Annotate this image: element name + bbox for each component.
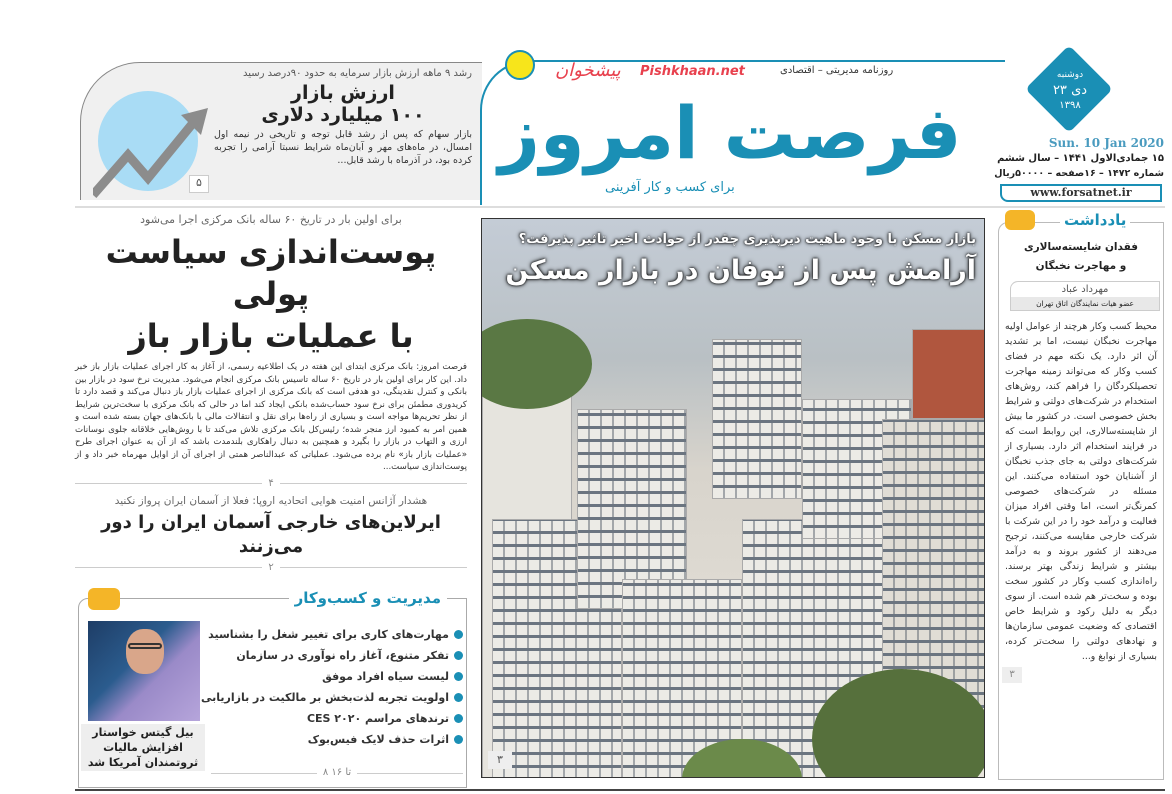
- lead-headline[interactable]: [75, 231, 467, 357]
- bill-gates-photo: [88, 621, 200, 721]
- housing-market-photo[interactable]: [481, 218, 985, 778]
- market-headline-line-1: ارزش بازار: [291, 82, 395, 104]
- note-section-title: یادداشت: [1060, 211, 1130, 229]
- date-badge-text: [1030, 68, 1110, 113]
- list-item-label: اولویت تجربه لذت‌بخش بر مالکیت در بازاریابی: [200, 691, 449, 704]
- photo-headline[interactable]: آرامش پس از توفان در بازار مسکن: [505, 255, 976, 286]
- list-item[interactable]: [207, 729, 463, 750]
- divider: [75, 789, 1165, 791]
- photo-kicker: بازار مسکن با وجود ماهیت دیرپذیری چقدر از حوادث اخیر تاثیر پذیرفت؟: [518, 232, 976, 247]
- market-headline: [214, 82, 472, 126]
- tagline-top: روزنامه مدیریتی – اقتصادی: [780, 65, 894, 76]
- list-item[interactable]: [207, 645, 463, 666]
- bullet-icon: [454, 630, 463, 639]
- list-item-label: ترندهای مراسم CES ۲۰۲۰: [306, 712, 449, 725]
- sun-logo-icon: [505, 50, 535, 80]
- lead-headline-line-2: با عملیات بازار باز: [128, 317, 414, 355]
- bullet-icon: [454, 651, 463, 660]
- bullet-icon: [454, 672, 463, 681]
- photo-caption[interactable]: بیل گیتس خواستار افزایش مالیات ثروتمندان آمریکا شد: [81, 724, 205, 771]
- list-item-label: اثرات حذف لایک فیس‌بوک: [307, 733, 449, 746]
- airline-headline[interactable]: ایرلاین‌های خارجی آسمان ایران را دور می‌زنند: [101, 511, 441, 557]
- page-reference[interactable]: ۳: [1002, 667, 1022, 683]
- lead-body: فرصت امروز: بانک مرکزی ابتدای این هفته در یک اطلاعیه رسمی، از آغاز به کار اجرای عملیات بازار باز خبر داد. این کار برای اولین بار در تاریخ ۶۰ ساله تاسیس بانک مرکزی انجام می‌شود. مدیریت نرخ سود در بازار بین بانکی و کنترل نقدینگی، دو هدفی است که بانک مرکزی از اجرای عملیات بازار باز دنبال می‌کند و قصد دارد تا کریدوری مطمئن برای نرخ سود حساب‌شده بانکی ایجاد کند اما در حالی که بانک مرکزی با سخت‌ترین شرایط از نظر تحریم‌ها مواجه است و بسیاری از راه‌ها برای نقل و انتقالات مالی با بانک‌های جهان بسته شده است و همین امر به کمبود ارز منجر شده؛ رئیس‌کل بانک مرکزی تلاش می‌کند تا با روش‌هایی خلاقانه جلوی نوسانات ارزی و التهاب در بازار را بگیرد و همچنین به دنبال راهکاری بلندمدت باشد که از آن به عنوان اجرای طرح «عملیات بازار باز» نام برده می‌شود. عملیاتی که عبدالناصر همتی از اجرای آن از اوایل مهرماه خبر داد و از پوست‌اندازی سیاست...: [75, 362, 467, 472]
- list-item-label: تفکر متنوع، آغاز راه نوآوری در سازمان: [236, 649, 449, 662]
- pen-icon: [1005, 210, 1035, 230]
- note-headline-line-2: و مهاجرت نخبگان: [1035, 260, 1127, 272]
- page-reference[interactable]: ۳: [488, 751, 512, 769]
- watermark-url: Pishkhaan.net: [640, 64, 745, 79]
- page-reference[interactable]: ۲: [75, 561, 467, 575]
- author-role: عضو هیات نمایندگان اتاق تهران: [1011, 297, 1159, 310]
- list-item[interactable]: [207, 708, 463, 729]
- weekday: دوشنبه: [1056, 70, 1084, 80]
- bullet-icon: [454, 735, 463, 744]
- bullet-icon: [454, 693, 463, 702]
- note-body: محیط کسب وکار هرچند از عوامل اولیه مهاجرت نخبگان نیست، اما بر تشدید آن اثر دارد. یک نکته مهم در فضای کسب وکار که می‌تواند زمینه مهاجرت تحصیلکردگان را فراهم کند، روش‌های استخدام در شرکت‌های دولتی و شرایط بخش خصوصی است. در کشور ما بیش از شایسته‌سالاری، این روابط است که در فرایند استخدام اثر دارد. بسیاری از شرکت‌های دولتی به جای جذب نخبگان از آشنایان خود استفاده می‌کنند. این مسئله در شرکت‌های خصوصی کمرنگ‌تر است، اما وقتی افراد میزان فعالیت و درآمد خود را در این شرکت با شرکت خارجی مقایسه می‌کنند، ترجیح می‌دهند از کشور بروند و به درآمد بیشتر و شرایط زندگی بهتر برسند. راه‌اندازی کسب وکار در کشور سخت بوده و سخت‌تر هم شده است. از سوی دیگر به دلیل رکود و شرایط خاص اقتصادی که وضعیت عمومی سازمان‌ها و نهادهای دولتی را سخت‌تر کرده، بسیاری از نوابغ و...: [1005, 321, 1157, 662]
- page-reference[interactable]: ۸ تا ۱۶: [211, 766, 463, 780]
- market-text: [214, 67, 472, 167]
- tagline-bottom: برای کسب و کار آفرینی: [605, 180, 735, 195]
- note-headline[interactable]: [1002, 238, 1160, 276]
- day-month: ۲۳ دی: [1052, 83, 1088, 98]
- airline-kicker: هشدار آژانس امنیت هوایی اتحادیه اروپا: فعلا از آسمان ایران پرواز نکنید: [114, 494, 428, 507]
- author-box: [1010, 281, 1160, 311]
- list-item[interactable]: [207, 624, 463, 645]
- author-name: مهرداد عباد: [1061, 284, 1109, 295]
- briefcase-icon: [88, 588, 120, 610]
- lead-headline-line-1: پوست‌اندازی سیاست پولی: [105, 233, 437, 313]
- left-column: [75, 212, 467, 788]
- business-section: [75, 588, 467, 788]
- page-reference[interactable]: ۴: [75, 477, 467, 491]
- page-reference[interactable]: ۵: [189, 175, 209, 193]
- bullet-icon: [454, 714, 463, 723]
- list-item-label: مهارت‌های کاری برای تغییر شغل را بشناسید: [208, 628, 449, 641]
- list-item-label: لیست سیاه افراد موفق: [322, 670, 449, 683]
- watermark-logo: پیشخوان: [555, 60, 621, 81]
- market-value-teaser[interactable]: [80, 62, 482, 200]
- market-headline-line-2: ۱۰۰ میلیارد دلاری: [261, 104, 425, 126]
- note-headline-line-1: فقدان شایسته‌سالاری: [1023, 241, 1139, 253]
- list-item[interactable]: [207, 666, 463, 687]
- date-english: Sun. 10 Jan 2020: [1048, 136, 1164, 150]
- website-link[interactable]: www.forsatnet.ir: [1000, 184, 1162, 202]
- divider: [75, 206, 1165, 208]
- market-kicker: رشد ۹ ماهه ارزش بازار سرمایه به حدود ۹۰درصد رسید: [243, 68, 472, 79]
- year: ۱۳۹۸: [1059, 100, 1081, 111]
- photo-text: [490, 231, 976, 289]
- lead-kicker: برای اولین بار در تاریخ ۶۰ ساله بانک مرکزی اجرا می‌شود: [140, 213, 402, 226]
- newspaper-logo[interactable]: فرصت امروز: [498, 91, 962, 175]
- issue-info: شماره ۱۴۷۲ – ۱۶صفحه – ۵۰۰۰۰ریال: [994, 168, 1164, 179]
- business-section-title: مدیریت و کسب‌وکار: [289, 589, 447, 607]
- list-item[interactable]: [200, 687, 463, 708]
- date-hijri: ۱۵ جمادی‌الاول ۱۴۴۱ – سال ششم: [997, 153, 1164, 164]
- market-body: بازار سهام که پس از رشد قابل توجه و تاریخی در نیمه اول امسال، در ماه‌های مهر و آبان‌ماه شرایط نسبتا آرامی را تجربه کرده بود، در آذرماه با رشد قابل...: [214, 129, 472, 166]
- business-headlines: [200, 624, 463, 750]
- note-content: [1002, 238, 1160, 683]
